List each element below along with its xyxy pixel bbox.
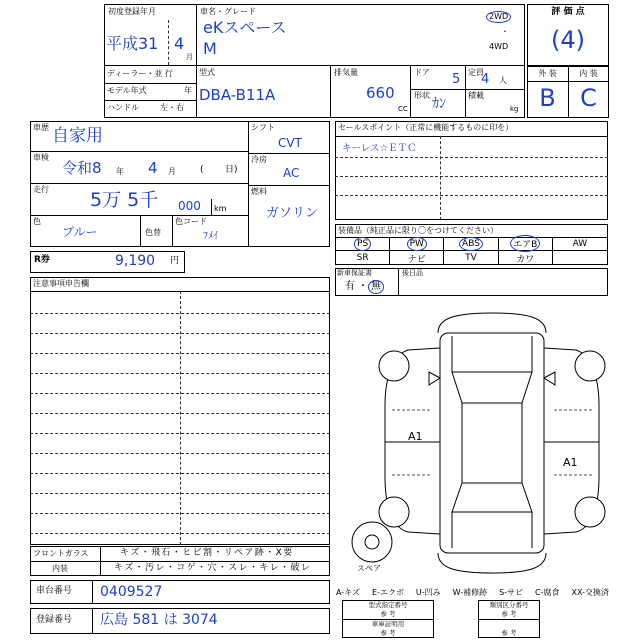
equipment-cell bbox=[444, 251, 498, 265]
doors-label: ドア bbox=[414, 68, 430, 77]
displacement-label: 排気量 bbox=[334, 68, 358, 77]
later-items-label: 後日品 bbox=[402, 269, 423, 277]
garage-certificate-label: 車庫証明用 bbox=[371, 620, 405, 628]
color-divider bbox=[172, 215, 173, 247]
model-year-label: モデル年式 bbox=[107, 86, 147, 95]
spare-tire-hub bbox=[365, 535, 379, 549]
fuel-value: ガソリン bbox=[266, 206, 319, 221]
warranty-separator: ・ bbox=[358, 281, 368, 292]
sales-points-dashed-line bbox=[335, 157, 608, 158]
drive-separator: ・ bbox=[501, 27, 509, 36]
warranty-label: 新車保証書 bbox=[337, 269, 372, 277]
row-divider bbox=[30, 183, 248, 184]
windshield bbox=[452, 372, 532, 403]
header-column-divider bbox=[196, 4, 197, 118]
recycle-value: 9,190 bbox=[115, 253, 156, 269]
chassis-number-box bbox=[30, 580, 330, 604]
sales-points-dashed-line bbox=[335, 176, 608, 177]
warranty-yes: 有 bbox=[345, 281, 355, 292]
notes-dashed-line bbox=[30, 533, 330, 534]
notes-dashed-line bbox=[30, 493, 330, 494]
equipment-item-leather: カワ bbox=[516, 254, 535, 265]
shift-label: シフト bbox=[251, 123, 275, 132]
registration-number-value: 広島 581 は 3074 bbox=[100, 612, 218, 628]
history-value: 自家用 bbox=[52, 126, 103, 146]
interior-condition-label: 内装 bbox=[52, 564, 68, 573]
row-divider bbox=[478, 619, 540, 620]
damage-legend bbox=[336, 587, 609, 598]
inspection-year: 令和8 bbox=[62, 159, 102, 177]
interior-grade: C bbox=[580, 84, 597, 112]
first-registration-label: 初度登録年月 bbox=[108, 7, 156, 16]
body-shape-label: 形状 bbox=[414, 91, 430, 100]
chassis-number-label: 車台番号 bbox=[36, 586, 73, 596]
notes-dashed-line bbox=[30, 373, 330, 374]
legend-item: A-キズ bbox=[336, 588, 361, 597]
color-divider bbox=[140, 215, 141, 247]
equipment-cell bbox=[390, 237, 444, 251]
color-label: 色 bbox=[33, 217, 41, 226]
car-grade: M bbox=[203, 39, 217, 58]
body-shape-value: ｶﾝ bbox=[432, 96, 446, 112]
header-divider bbox=[104, 65, 525, 66]
repaint-label: 色替 bbox=[145, 228, 161, 237]
color-value: ブルー bbox=[62, 225, 98, 239]
score-value: (4) bbox=[551, 26, 585, 54]
load-unit: kg bbox=[510, 105, 519, 113]
notes-dashed-line bbox=[30, 413, 330, 414]
drive-2wd: 2WD bbox=[486, 11, 511, 23]
row-divider bbox=[410, 89, 525, 90]
notes-dashed-line bbox=[30, 513, 330, 514]
body-outline bbox=[440, 333, 544, 553]
inspection-month-unit: 月 bbox=[168, 167, 176, 176]
equipment-cell-empty bbox=[553, 251, 607, 265]
reference-note: 参 考 bbox=[501, 629, 517, 637]
inspection-month: 4 bbox=[148, 159, 158, 177]
hood-lines bbox=[452, 336, 532, 372]
drive-4wd: 4WD bbox=[489, 42, 509, 51]
sales-points-header-divider bbox=[335, 136, 608, 137]
equipment-cell bbox=[336, 251, 390, 265]
registration-number-label: 登録番号 bbox=[36, 615, 73, 625]
score-label: 評 価 点 bbox=[551, 7, 585, 17]
recycle-label: R券 bbox=[34, 255, 50, 265]
dealer-label: ディーラー・並 行 bbox=[107, 69, 173, 78]
reference-note: 参 考 bbox=[380, 610, 396, 618]
column-divider bbox=[92, 608, 93, 634]
equipment-cell bbox=[336, 237, 390, 251]
capacity-unit: 人 bbox=[499, 76, 507, 85]
sales-points-value: キーレス☆ＥＴＣ bbox=[342, 143, 417, 154]
equipment-cell bbox=[553, 237, 607, 251]
first-registration-month-unit: 月 bbox=[186, 53, 193, 61]
equipment-grid bbox=[336, 237, 607, 265]
left-mirror bbox=[429, 372, 440, 385]
category-number-label: 類別区分番号 bbox=[489, 601, 529, 609]
model-type-label: 型式 bbox=[199, 68, 215, 77]
row-divider bbox=[248, 185, 330, 186]
recycle-unit: 円 bbox=[170, 256, 180, 266]
displacement-unit: CC bbox=[398, 105, 408, 113]
front-right-wheel bbox=[575, 351, 605, 381]
mileage-value: 5万 5千 bbox=[90, 189, 159, 211]
row-divider bbox=[30, 151, 248, 152]
interior-label: 内 装 bbox=[579, 69, 598, 78]
notes-label: 注意事項申告欄 bbox=[33, 279, 89, 288]
damage-mark-left: A1 bbox=[408, 430, 423, 443]
equipment-item-airbag: エアB bbox=[510, 235, 540, 252]
notes-dashed-line bbox=[30, 353, 330, 354]
column-divider bbox=[330, 65, 331, 118]
equipment-item-navi: ナビ bbox=[407, 254, 426, 265]
load-label: 積載 bbox=[468, 91, 484, 100]
sales-points-dashed-line bbox=[335, 195, 608, 196]
roof bbox=[462, 403, 522, 483]
details-column-divider bbox=[248, 121, 249, 247]
car-name: eKスペース bbox=[203, 18, 287, 37]
color-code-value: ﾌﾒｲ bbox=[203, 231, 218, 242]
first-registration-year: 平成31 bbox=[106, 34, 159, 53]
interior-condition-options: キズ・汚レ・コゲ・穴・スレ・キレ・破レ bbox=[114, 563, 312, 573]
legend-item: S-サビ bbox=[499, 588, 524, 597]
first-registration-month: 4 bbox=[174, 34, 185, 53]
equipment-label: 装備品（純正品に限り〇をつけてください） bbox=[338, 226, 498, 235]
rear-left-wheel bbox=[379, 497, 409, 527]
mileage-unit: km bbox=[214, 204, 227, 213]
exterior-grade: B bbox=[539, 84, 556, 112]
damage-mark-right: A1 bbox=[563, 456, 578, 469]
equipment-item-tv: TV bbox=[465, 253, 477, 263]
chassis-number-value: 0409527 bbox=[100, 584, 163, 600]
cooling-value: AC bbox=[283, 166, 300, 180]
car-name-label: 車名・グレード bbox=[200, 7, 256, 16]
reference-note: 参 考 bbox=[380, 629, 396, 637]
right-mirror bbox=[544, 372, 555, 385]
recycle-box bbox=[30, 251, 185, 273]
trunk-lines bbox=[452, 512, 532, 548]
column-divider bbox=[92, 580, 93, 604]
equipment-cell bbox=[390, 251, 444, 265]
capacity-value: 4 bbox=[481, 72, 490, 87]
rear-bumper bbox=[438, 553, 546, 573]
notes-dashed-column bbox=[180, 291, 181, 545]
shift-value: CVT bbox=[278, 136, 302, 150]
column-divider bbox=[410, 65, 411, 118]
handle-options: 左・右 bbox=[160, 103, 184, 112]
notes-dashed-line bbox=[30, 333, 330, 334]
rear-right-wheel bbox=[575, 497, 605, 527]
equipment-cell bbox=[499, 251, 553, 265]
mileage-suffix: 000 bbox=[178, 199, 201, 213]
notes-dashed-line bbox=[30, 433, 330, 434]
cooling-label: 冷房 bbox=[251, 155, 267, 164]
sales-points-label: セールスポイント（正常に機能するものに印を） bbox=[338, 123, 514, 132]
legend-item: E-エクボ bbox=[372, 588, 404, 597]
equipment-item-abs: ABS bbox=[459, 237, 483, 251]
capacity-label: 定員 bbox=[468, 68, 484, 77]
reference-note: 参 考 bbox=[501, 610, 517, 618]
spare-tire bbox=[352, 522, 392, 562]
color-code-label: 色コード bbox=[175, 217, 207, 226]
row-divider bbox=[104, 100, 196, 101]
sales-points-dashed-column bbox=[440, 136, 441, 220]
inspection-day-open: ( bbox=[200, 165, 204, 175]
doors-value: 5 bbox=[452, 72, 461, 87]
registration-dashed-divider bbox=[168, 20, 169, 65]
notes-dashed-line bbox=[30, 453, 330, 454]
row-divider bbox=[30, 561, 330, 562]
equipment-cell bbox=[444, 237, 498, 251]
legend-item: W-補修跡 bbox=[452, 588, 488, 597]
handle-label: ハンドル bbox=[107, 103, 139, 112]
front-left-wheel bbox=[379, 351, 409, 381]
equipment-item-aw: AW bbox=[572, 238, 588, 249]
notes-dashed-line bbox=[30, 393, 330, 394]
front-bumper bbox=[438, 313, 546, 333]
exterior-label: 外 装 bbox=[538, 69, 557, 78]
rear-window bbox=[452, 483, 532, 512]
equipment-item-pw: PW bbox=[407, 237, 427, 251]
inspection-day-unit: 日) bbox=[225, 165, 238, 175]
spare-label: スペア bbox=[357, 564, 381, 573]
equipment-cell bbox=[499, 237, 553, 251]
equipment-item-ps: PS bbox=[354, 237, 371, 251]
inspection-label: 車検 bbox=[33, 153, 49, 162]
notes-dashed-line bbox=[30, 473, 330, 474]
legend-item: XX-交換済 bbox=[571, 588, 609, 597]
model-designation-label: 型式指定番号 bbox=[368, 601, 408, 609]
row-divider bbox=[248, 153, 330, 154]
row-divider bbox=[30, 215, 248, 216]
equipment-item-sr: SR bbox=[356, 253, 369, 263]
mileage-unit-divider bbox=[211, 199, 212, 215]
history-label: 車歴 bbox=[33, 123, 49, 132]
row-divider bbox=[104, 83, 196, 84]
inspection-year-unit: 年 bbox=[116, 167, 124, 176]
column-divider bbox=[100, 546, 101, 576]
displacement-value: 660 bbox=[366, 84, 395, 102]
notes-dashed-line bbox=[30, 313, 330, 314]
windshield-label: フロントガラス bbox=[33, 549, 89, 558]
column-divider bbox=[398, 268, 399, 296]
windshield-options: キズ・飛石・ヒビ割・リペア跡・X要 bbox=[120, 548, 294, 558]
column-divider bbox=[465, 65, 466, 118]
legend-item: C-腐食 bbox=[535, 588, 560, 597]
right-side-panel bbox=[544, 348, 599, 534]
warranty-no: 無 bbox=[368, 280, 384, 294]
mileage-label: 走行 bbox=[33, 185, 49, 194]
model-type-value: DBA-B11A bbox=[199, 86, 276, 104]
legend-item: U-凹み bbox=[415, 588, 441, 597]
fuel-label: 燃料 bbox=[251, 187, 267, 196]
model-year-unit: 年 bbox=[184, 86, 192, 95]
